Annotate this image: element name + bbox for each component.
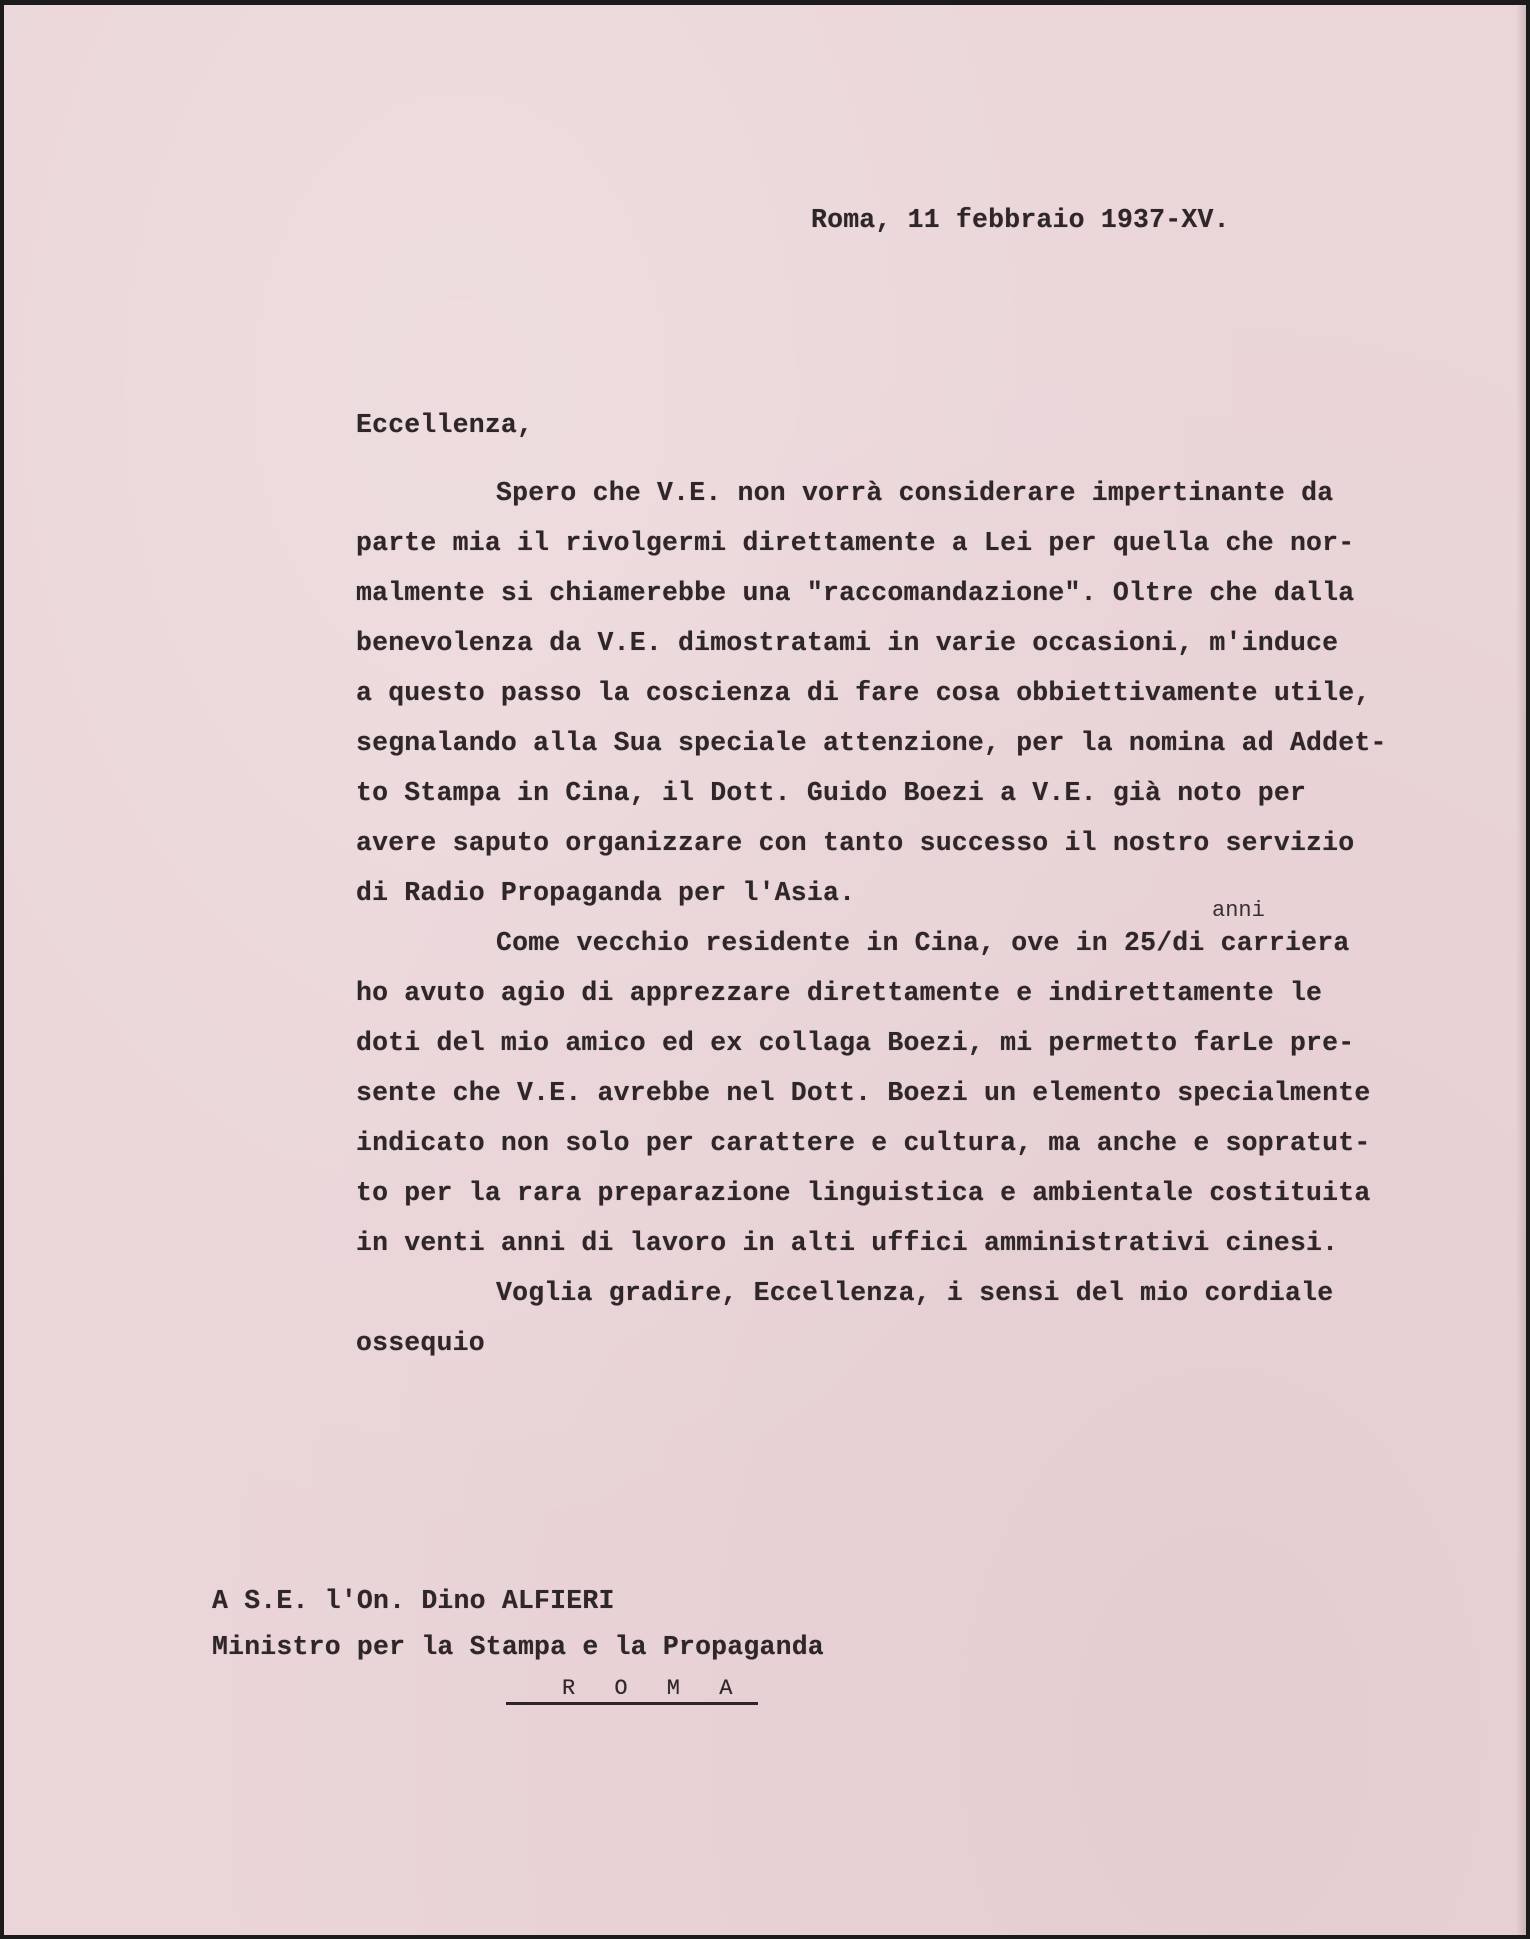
body-line: doti del mio amico ed ex collaga Boezi, mi permetto farLe pre-	[356, 1028, 1355, 1058]
body-line: ho avuto agio di apprezzare direttamente e indirettamente le	[356, 978, 1323, 1008]
handwritten-insertion: anni	[1212, 898, 1265, 923]
body-line: parte mia il rivolgermi direttamente a Lei per quella che nor-	[356, 528, 1355, 558]
body-line: avere saputo organizzare con tanto successo il nostro servizio	[356, 828, 1355, 858]
body-line: in venti anni di lavoro in alti uffici amministrativi cinesi.	[356, 1228, 1339, 1258]
addressee-city: R O M A	[562, 1676, 746, 1701]
scan-frame-bottom	[0, 1935, 1530, 1939]
body-line: to per la rara preparazione linguistica e ambientale costituita	[356, 1178, 1371, 1208]
addressee-name: A S.E. l'On. Dino ALFIERI	[212, 1586, 615, 1616]
body-line: malmente si chiamerebbe una "raccomandazione". Oltre che dalla	[356, 578, 1355, 608]
body-line: ossequio	[356, 1328, 485, 1358]
body-line: to Stampa in Cina, il Dott. Guido Boezi a V.E. già noto per	[356, 778, 1307, 808]
body-line: a questo passo la coscienza di fare cosa obbiettivamente utile,	[356, 678, 1371, 708]
body-line: segnalando alla Sua speciale attenzione, per la nomina ad Addet-	[356, 728, 1387, 758]
city-underline	[506, 1702, 758, 1705]
sheet-edge-shadow	[1516, 5, 1526, 1935]
scan-frame-right	[1526, 0, 1530, 1939]
letter-salutation: Eccellenza,	[356, 410, 534, 440]
addressee-title: Ministro per la Stampa e la Propaganda	[212, 1632, 824, 1662]
body-line: di Radio Propaganda per l'Asia.	[356, 878, 856, 908]
body-line: sente che V.E. avrebbe nel Dott. Boezi un elemento specialmente	[356, 1078, 1371, 1108]
body-line: Come vecchio residente in Cina, ove in 25/di carriera	[496, 928, 1350, 958]
body-line: benevolenza da V.E. dimostratami in varie occasioni, m'induce	[356, 628, 1339, 658]
letter-date: Roma, 11 febbraio 1937-XV.	[811, 205, 1230, 235]
body-line: indicato non solo per carattere e cultura, ma anche e sopratut-	[356, 1128, 1371, 1158]
body-line: Spero che V.E. non vorrà considerare impertinante da	[496, 478, 1334, 508]
body-line: Voglia gradire, Eccellenza, i sensi del mio cordiale	[496, 1278, 1334, 1308]
